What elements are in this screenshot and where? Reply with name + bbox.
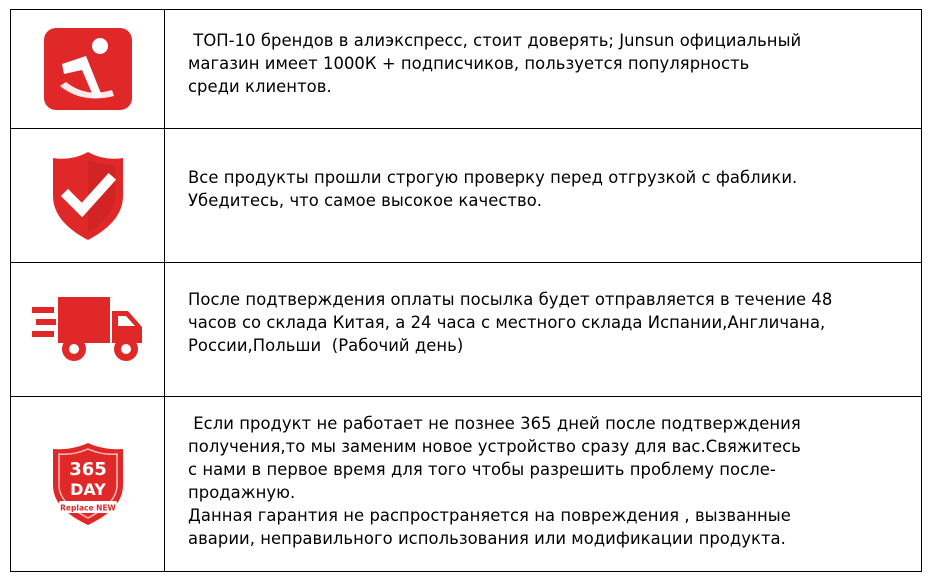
text-cell: [165, 263, 922, 396]
table-row: [11, 397, 922, 572]
icon-cell: [11, 10, 165, 128]
badge-unit: DAY: [69, 480, 106, 499]
row-text: Все продукты прошли строгую проверку перед отгрузкой с фаблики. Убедитесь, что самое высокое качество.: [188, 167, 798, 210]
text-cell: [165, 10, 922, 128]
badge-ribbon: Replace NEW: [59, 503, 116, 513]
table-row: [11, 129, 922, 263]
row-text: После подтверждения оплаты посылка будет отправляется в течение 48 часов со склада Китая, а 24 часа с местного склада Испании,Англичана, России,Польши (Рабочий день): [188, 290, 833, 355]
row-text: Если продукт не работает не познее 365 дней после подтверждения получения,то мы заменим новое устройство сразу для вас.Свяжитесь с нами в первое время для того чтобы разрешить проблему после- продажную. Данная гарантия не распространяется на повреждения , вызванные аварии, неправильного использования или модификации продукта.: [188, 414, 801, 548]
text-cell: [165, 397, 922, 571]
delivery-truck-icon: [32, 295, 144, 365]
table-row: [11, 10, 922, 129]
icon-cell: [11, 397, 165, 571]
brand-logo-icon: [42, 26, 134, 112]
table-row: [11, 263, 922, 397]
icon-cell: [11, 129, 165, 262]
info-table: [10, 9, 922, 572]
badge-number: 365: [68, 459, 107, 480]
text-cell: [165, 129, 922, 262]
shield-check-icon: [51, 150, 125, 242]
365-day-badge-icon: [49, 441, 127, 527]
row-text: ТОП-10 брендов в алиэкспресс, стоит доверять; Junsun официальный магазин имеет 1000К + подписчиков, пользуется популярность среди клиентов.: [188, 31, 802, 96]
icon-cell: [11, 263, 165, 396]
